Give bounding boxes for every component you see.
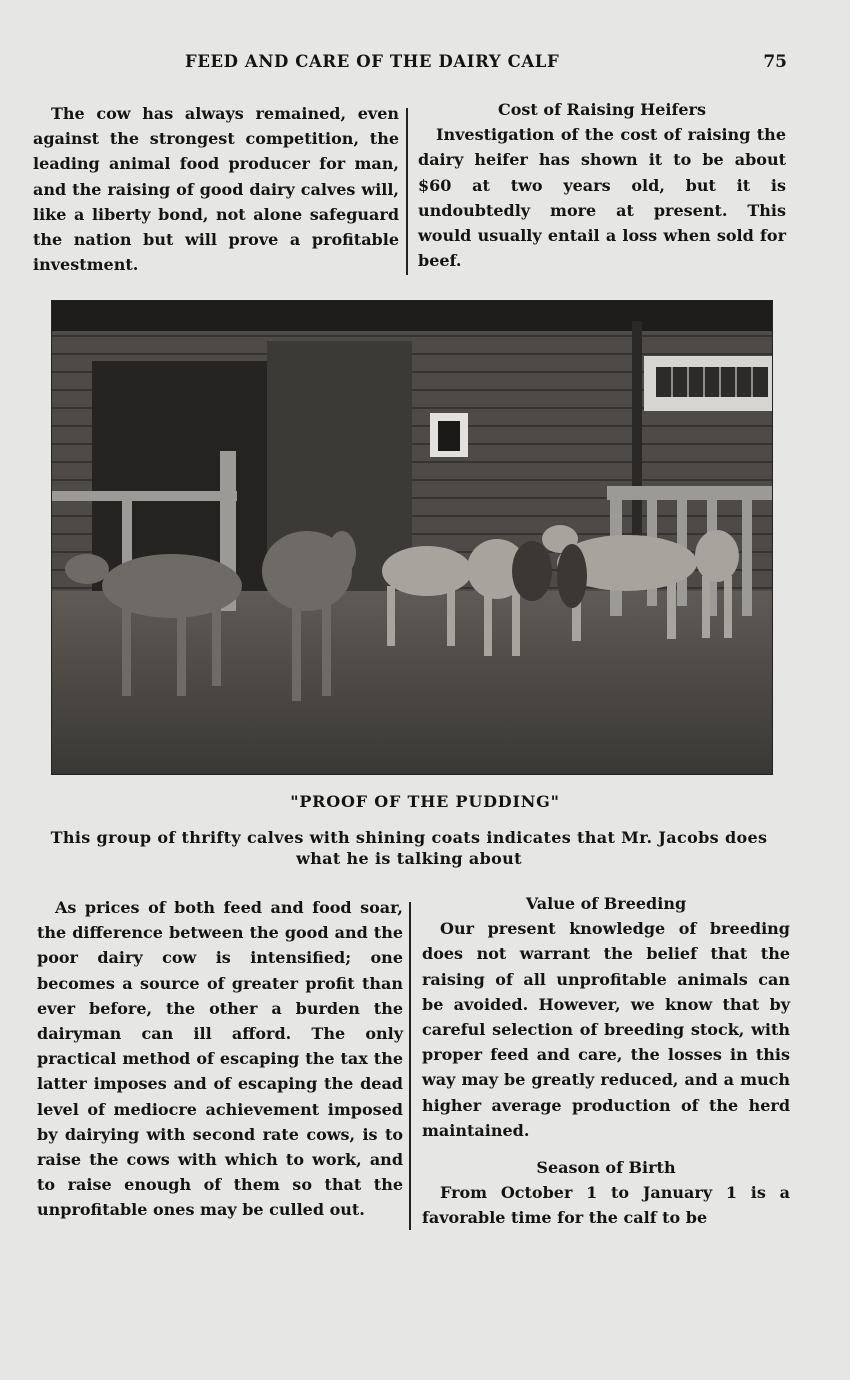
page-number: 75 <box>763 52 787 72</box>
breeding-heading: Value of Breeding <box>525 894 687 913</box>
calves-photo <box>51 300 773 775</box>
bottom-right-column <box>422 891 790 1231</box>
top-right-column <box>418 97 786 273</box>
column-divider-top <box>406 108 408 275</box>
cost-paragraph: Investigation of the cost of raising the dairy heifer has shown it to be about $60 at two years old, but it is undoubtedly more at present. This would usually entail a loss when sold for beef. <box>418 125 786 271</box>
season-paragraph: From October 1 to January 1 is a favorable time for the calf to be <box>422 1183 790 1228</box>
top-left-column <box>33 101 399 277</box>
prices-paragraph: As prices of both feed and food soar, the difference between the good and the poor dairy cow is intensified; one becomes a source of greater profit than ever before, the other a burden the dairyman can ill afford. The only practical method of escaping the tax the latter imposes and of escaping the dead level of mediocre achievement imposed by dairying with second rate cows, is to raise the cows with which to work, and to raise enough of them so that the unprofitable ones may be culled out. <box>37 898 403 1220</box>
running-title: FEED AND CARE OF THE DAIRY CALF <box>185 52 560 71</box>
photo-caption-text: This group of thrifty calves with shining coats indicates that Mr. Jacobs does what he is talking about <box>50 828 768 868</box>
bottom-left-column <box>37 895 403 1223</box>
breeding-paragraph: Our present knowledge of breeding does not warrant the belief that the raising of all unprofitable animals can be avoided. However, we know that by careful selection of breeding stock, with proper feed and care, the losses in this way may be greatly reduced, and a much higher average production of the herd maintained. <box>422 919 790 1140</box>
cost-heading: Cost of Raising Heifers <box>498 100 706 119</box>
intro-paragraph: The cow has always remained, even against the strongest competition, the leading animal food producer for man, and the raising of good dairy calves will, like a liberty bond, not alone safeguard the nation but will prove a profitable investment. <box>33 104 399 275</box>
season-heading: Season of Birth <box>536 1158 676 1178</box>
photo-caption-title: "PROOF OF THE PUDDING" <box>290 792 560 811</box>
barnyard-illustration <box>52 301 772 774</box>
running-header <box>0 52 850 76</box>
column-divider-bottom <box>409 902 411 1230</box>
